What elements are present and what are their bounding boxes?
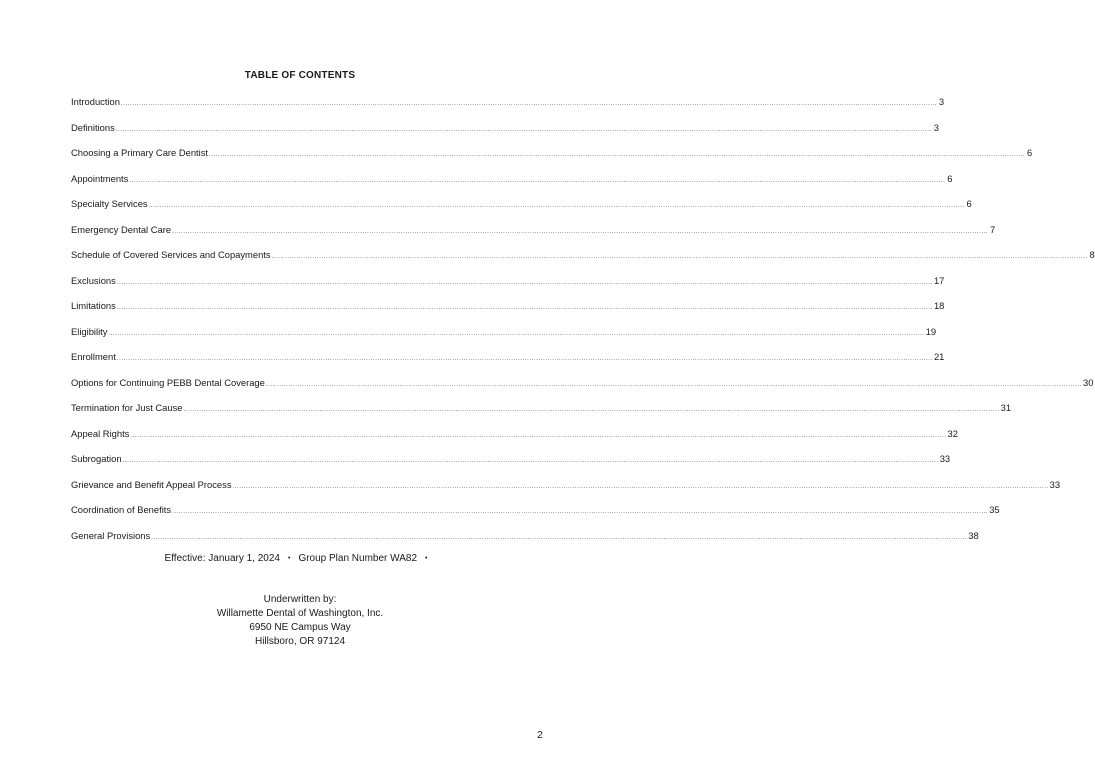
toc-entry[interactable] <box>71 376 1094 402</box>
toc-entry[interactable] <box>71 223 996 249</box>
toc-entry-page: 21 <box>933 351 945 362</box>
toc-entry[interactable] <box>71 197 972 223</box>
toc-entry-page: 19 <box>925 325 937 337</box>
effective-date: Effective: January 1, 2024 <box>164 553 280 564</box>
group-plan-number: Group Plan Number WA82 <box>298 553 418 564</box>
toc-entry-page: 31 <box>1000 402 1012 413</box>
toc-entry-label: Choosing a Primary Care Dentist <box>71 147 209 158</box>
toc-leader-dots: ........................................................................................................................................................................................................................................................................................................................................................................ <box>148 203 965 209</box>
toc-entry[interactable] <box>71 121 939 147</box>
underwriter-block <box>0 593 600 649</box>
toc-leader-dots: ........................................................................................................................................................................................................................................................................................................................................................................ <box>130 432 947 439</box>
toc-entry[interactable] <box>71 299 945 325</box>
toc-entry-page: 30 <box>1082 376 1094 388</box>
bullet-separator: • <box>425 554 428 562</box>
toc-entry-page: 6 <box>1026 147 1033 158</box>
toc-leader-dots: ........................................................................................................................................................................................................................................................................................................................................................................ <box>183 407 1000 413</box>
toc-leader-dots: ........................................................................................................................................................................................................................................................................................................................................................................ <box>209 152 1026 158</box>
toc-entry-page: 38 <box>968 529 979 541</box>
toc-entry[interactable] <box>71 503 1000 529</box>
toc-entry-label: Specialty Services <box>71 198 148 209</box>
toc-entry-page: 7 <box>989 223 996 235</box>
effective-info <box>0 553 600 564</box>
toc-leader-dots: ........................................................................................................................................................................................................................................................................................................................................................................ <box>172 509 989 515</box>
toc-entry-page: 8 <box>1089 249 1095 260</box>
toc-leader-dots: ........................................................................................................................................................................................................................................................................................................................................................................ <box>265 381 1082 388</box>
toc-leader-dots: ........................................................................................................................................................................................................................................................................................................................................................................ <box>116 279 933 286</box>
toc-entry[interactable] <box>71 427 958 453</box>
toc-leader-dots: ........................................................................................................................................................................................................................................................................................................................................................................ <box>115 126 932 133</box>
toc-title: TABLE OF CONTENTS <box>244 70 356 81</box>
toc-entry-label: Emergency Dental Care <box>71 223 172 235</box>
toc-entry-page: 6 <box>966 198 972 209</box>
toc-entry-label: Eligibility <box>71 325 108 337</box>
toc-entry-page: 17 <box>933 274 945 286</box>
toc-entry-page: 18 <box>933 300 945 311</box>
toc-entry-label: Appointments <box>71 172 129 184</box>
toc-entry-label: Exclusions <box>71 274 116 286</box>
toc-entry-page: 33 <box>939 453 951 464</box>
toc-entry-label: Termination for Just Cause <box>71 402 183 413</box>
toc-entry[interactable] <box>71 248 1095 274</box>
toc-leader-dots: ........................................................................................................................................................................................................................................................................................................................................................................ <box>122 458 939 464</box>
toc-leader-dots: ........................................................................................................................................................................................................................................................................................................................................................................ <box>129 177 946 184</box>
toc-entry-page: 35 <box>989 504 1000 515</box>
toc-entry-label: Grievance and Benefit Appeal Process <box>71 478 232 490</box>
toc-entry[interactable] <box>71 401 1012 427</box>
toc-leader-dots: ........................................................................................................................................................................................................................................................................................................................................................................ <box>116 305 933 311</box>
toc-entry[interactable] <box>71 325 937 351</box>
toc-entry-label: Schedule of Covered Services and Copayments <box>71 249 271 260</box>
toc-entry-page: 33 <box>1049 478 1061 490</box>
toc-entry-label: Introduction <box>71 96 120 107</box>
underwriter-street: 6950 NE Campus Way <box>249 622 351 633</box>
toc-list <box>71 95 1095 554</box>
toc-entry-label: Definitions <box>71 121 115 133</box>
toc-leader-dots: ........................................................................................................................................................................................................................................................................................................................................................................ <box>151 534 968 541</box>
toc-leader-dots: ........................................................................................................................................................................................................................................................................................................................................................................ <box>271 254 1088 260</box>
toc-entry[interactable] <box>71 350 945 376</box>
toc-entry-page: 3 <box>933 121 939 133</box>
toc-entry-label: Enrollment <box>71 351 116 362</box>
toc-entry[interactable] <box>71 274 945 300</box>
toc-leader-dots: ........................................................................................................................................................................................................................................................................................................................................................................ <box>116 356 933 362</box>
underwriter-city: Hillsboro, OR 97124 <box>254 636 346 647</box>
toc-entry-label: Options for Continuing PEBB Dental Coverage <box>71 376 265 388</box>
bullet-separator: • <box>287 554 291 562</box>
toc-entry[interactable] <box>71 478 1061 504</box>
toc-entry-page: 3 <box>938 96 945 107</box>
toc-entry-page: 6 <box>947 172 953 184</box>
toc-leader-dots: ........................................................................................................................................................................................................................................................................................................................................................................ <box>121 101 938 107</box>
toc-entry-page: 32 <box>947 427 958 439</box>
toc-entry-label: General Provisions <box>71 529 151 541</box>
page-number: 2 <box>537 729 543 741</box>
toc-entry[interactable] <box>71 529 979 555</box>
toc-leader-dots: ........................................................................................................................................................................................................................................................................................................................................................................ <box>232 483 1049 490</box>
toc-entry-label: Limitations <box>71 300 116 311</box>
toc-entry-label: Appeal Rights <box>71 427 130 439</box>
toc-entry[interactable] <box>71 146 1033 172</box>
underwriter-company: Willamette Dental of Washington, Inc. <box>216 608 384 619</box>
toc-entry[interactable] <box>71 172 953 198</box>
toc-entry-label: Subrogation <box>71 453 122 464</box>
underwriter-heading: Underwritten by: <box>263 594 337 605</box>
toc-leader-dots: ........................................................................................................................................................................................................................................................................................................................................................................ <box>172 228 989 235</box>
toc-entry-label: Coordination of Benefits <box>71 504 172 515</box>
toc-leader-dots: ........................................................................................................................................................................................................................................................................................................................................................................ <box>108 330 925 337</box>
toc-entry[interactable] <box>71 95 945 121</box>
toc-entry[interactable] <box>71 452 951 478</box>
